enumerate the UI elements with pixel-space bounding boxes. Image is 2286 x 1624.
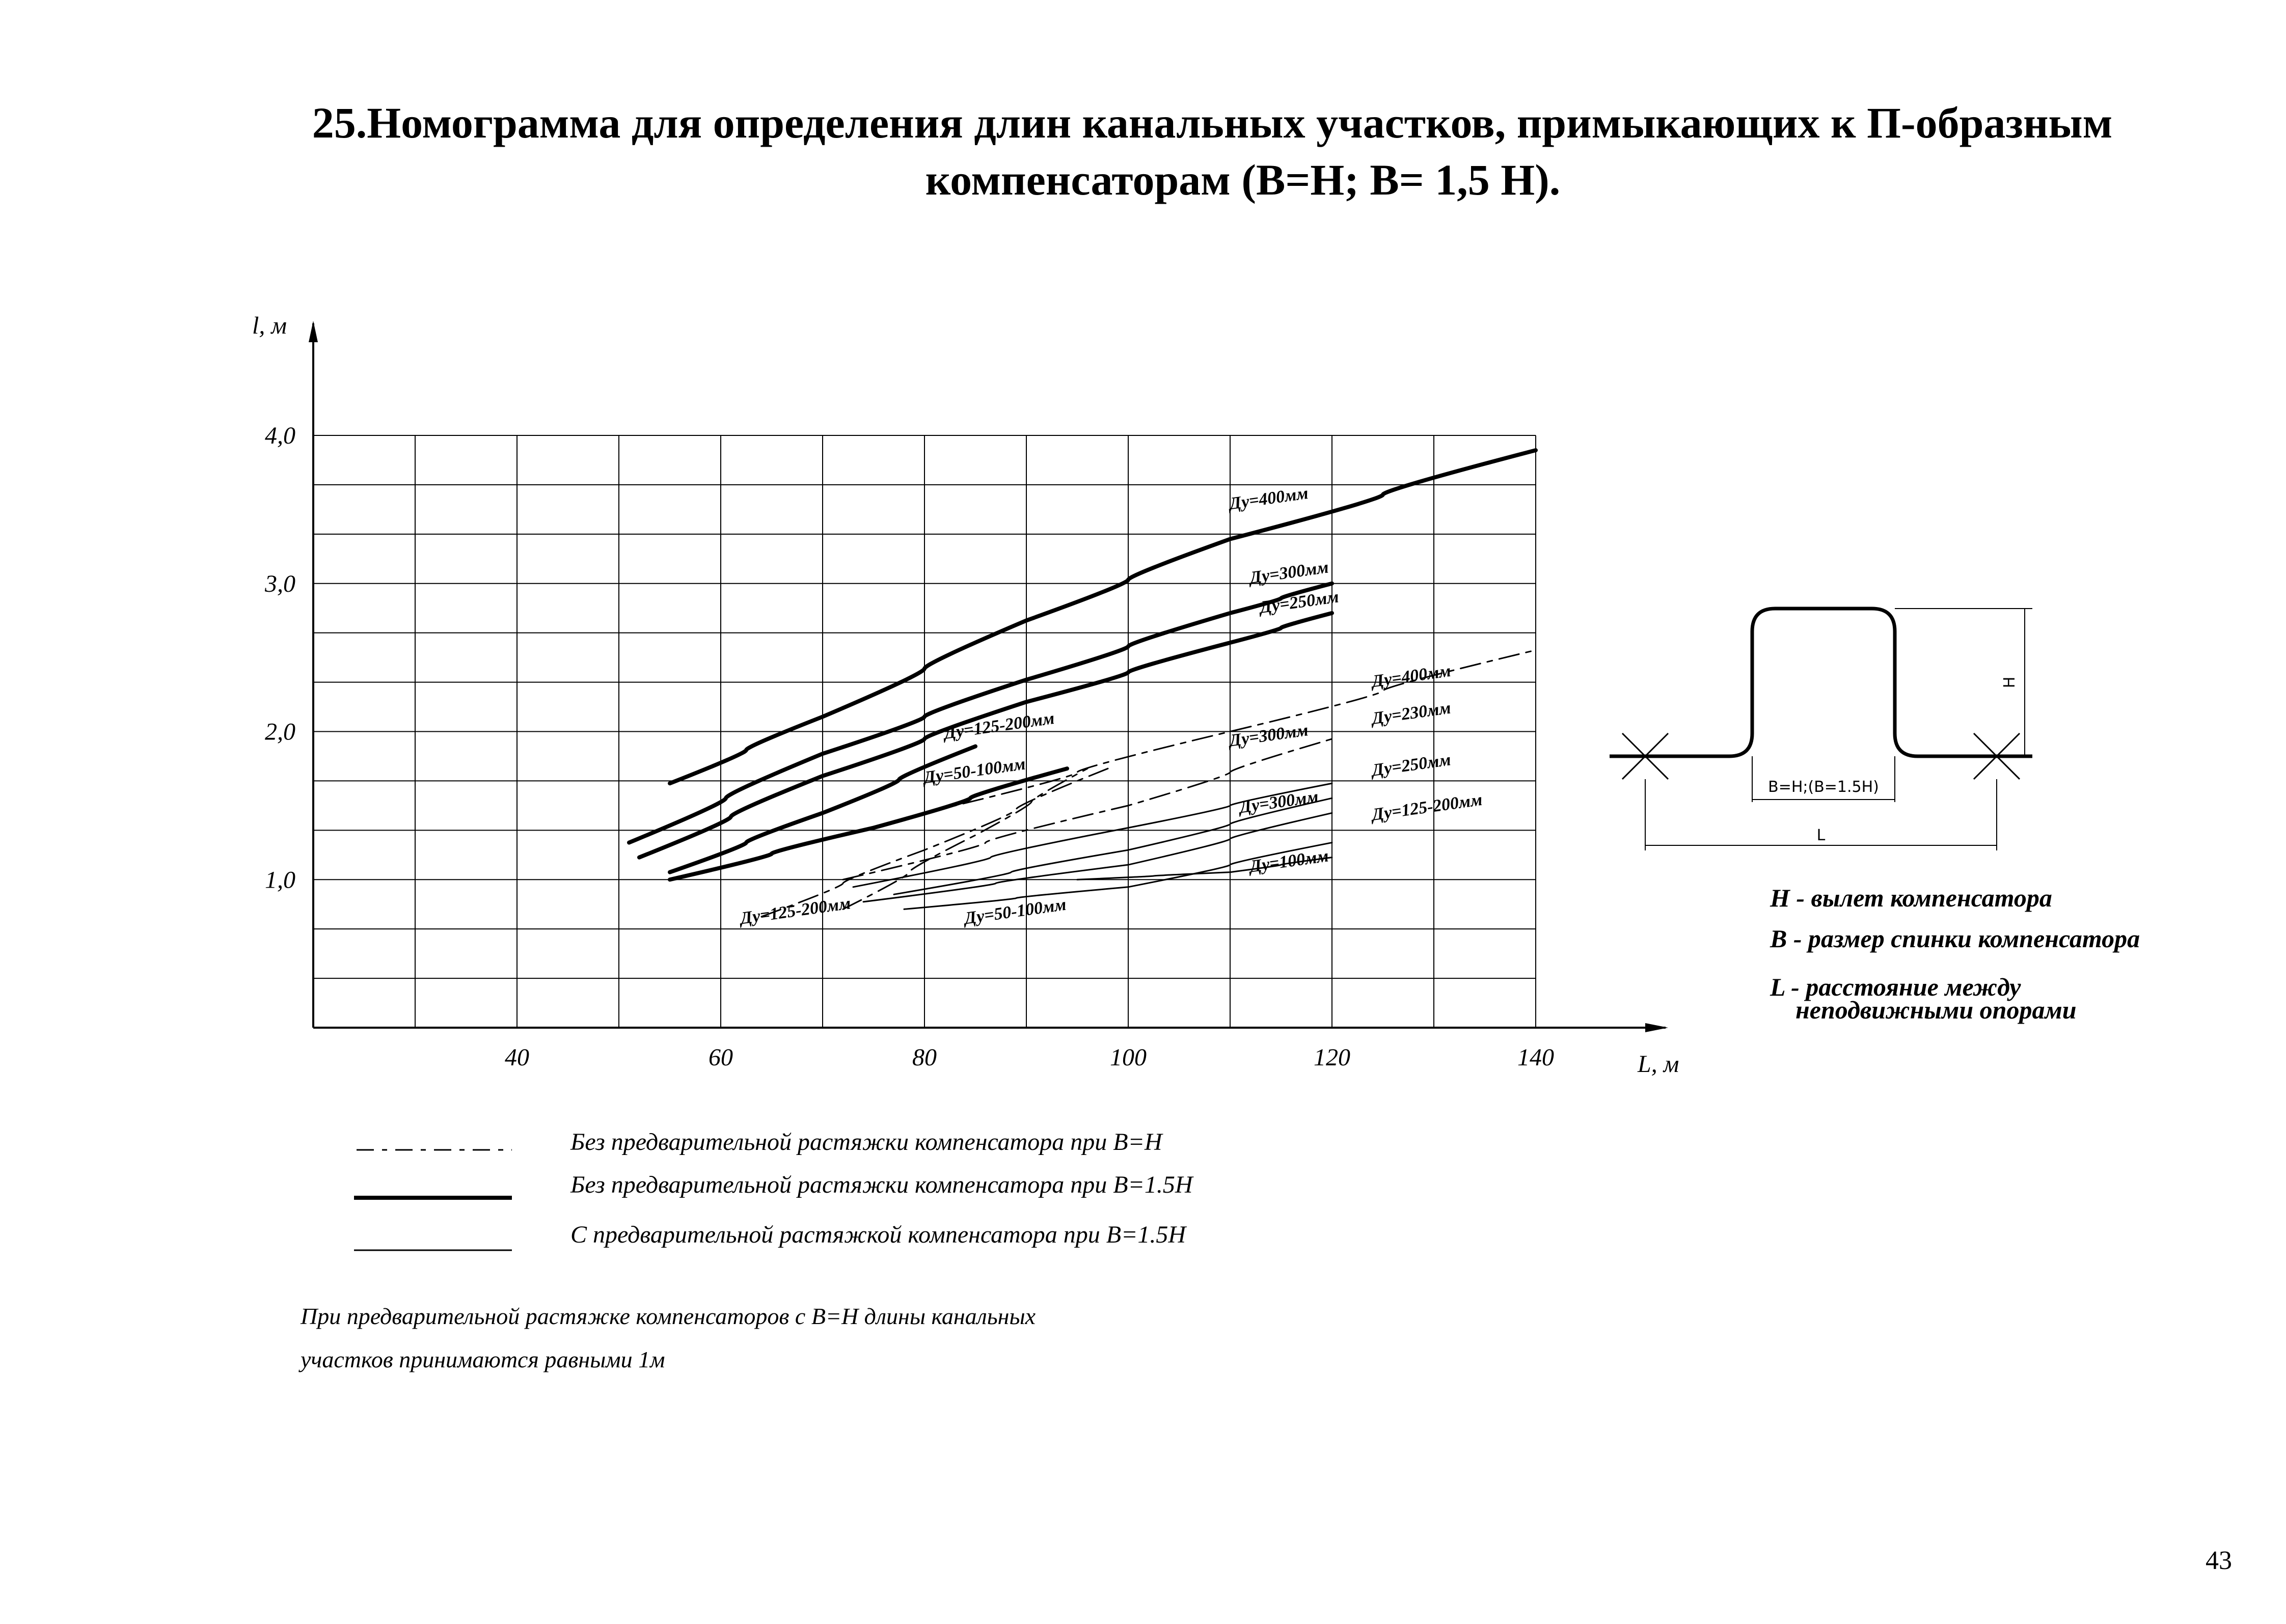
definition-l: L - расстояние между (1770, 973, 2021, 1001)
curve-label: Ду=100мм (1248, 846, 1330, 876)
curve-label: Ду=125-200мм (942, 708, 1056, 743)
title-line-2: компенсаторам (В=Н; В= 1,5 Н). (925, 155, 1561, 204)
curve-label: Ду=400мм (1228, 483, 1310, 514)
curve-label: Ду=300мм (1228, 721, 1310, 751)
curve-label: Ду=50-100мм (963, 895, 1068, 928)
curve-label: Ду=300мм (1248, 558, 1330, 588)
y-tick-label: 2,0 (265, 718, 295, 746)
title-line-1: 25.Номограмма для определения длин канальных участков, примыкающих к П-образным (312, 98, 2113, 147)
compensator-diagram (1610, 609, 2032, 850)
x-tick-label: 40 (505, 1044, 529, 1071)
legend-text-thin: С предварительной растяжкой компенсатора при В=1.5Н (570, 1221, 1186, 1248)
curve-label: Ду=50-100мм (922, 754, 1027, 788)
series-line-thick (670, 768, 1067, 879)
note-line-1: При предварительной растяжке компенсаторов с В=Н длины канальных (301, 1303, 1036, 1329)
x-tick-label: 120 (1314, 1044, 1350, 1071)
x-tick-label: 100 (1110, 1044, 1147, 1071)
definition-l-cont: неподвижными опорами (1795, 996, 2077, 1024)
chart-axes (264, 321, 1668, 1071)
note-line-2: участков принимаются равными 1м (301, 1346, 665, 1372)
y-axis-label: l, м (252, 312, 287, 339)
x-tick-label: 140 (1517, 1044, 1554, 1071)
x-tick-label: 80 (912, 1044, 937, 1071)
curve-label: Ду=400мм (1370, 661, 1452, 692)
curve-label: Ду=125-200мм (1370, 790, 1484, 824)
definition-h: Н - вылет компенсатора (1770, 884, 2052, 912)
definition-b: В - размер спинки компенсатора (1770, 924, 2140, 953)
legend-text-thick: Без предварительной растяжки компенсатора при В=1.5Н (570, 1171, 1193, 1198)
x-axis-arrow (1645, 1023, 1668, 1032)
page-number: 43 (2206, 1546, 2232, 1575)
curve-label: Ду=125-200мм (739, 894, 852, 928)
y-tick-label: 4,0 (265, 422, 295, 449)
x-tick-label: 60 (709, 1044, 733, 1071)
legend-text-dashdot: Без предварительной растяжки компенсатора при В=Н (570, 1128, 1162, 1155)
series-line-thick (670, 450, 1536, 783)
series-line-thick (629, 584, 1332, 843)
curve-label: Ду=230мм (1370, 698, 1452, 728)
compensator-shape (1610, 609, 2032, 756)
y-tick-label: 1,0 (265, 866, 295, 894)
chart-grid (313, 435, 1536, 1028)
y-tick-label: 3,0 (265, 570, 295, 597)
legend (354, 1128, 1194, 1250)
dimension-l-label: L (1816, 827, 1826, 844)
x-axis-label: L, м (1638, 1051, 1679, 1078)
curve-label: Ду=300мм (1238, 787, 1320, 817)
dimension-h-label: H (2001, 676, 2019, 689)
curve-label: Ду=250мм (1370, 750, 1452, 780)
dimension-b-label: B=H;(B=1.5H) (1768, 778, 1879, 796)
curve-label: Ду=250мм (1258, 587, 1340, 617)
series-line-thin (904, 843, 1332, 910)
y-axis-arrow (309, 321, 318, 342)
